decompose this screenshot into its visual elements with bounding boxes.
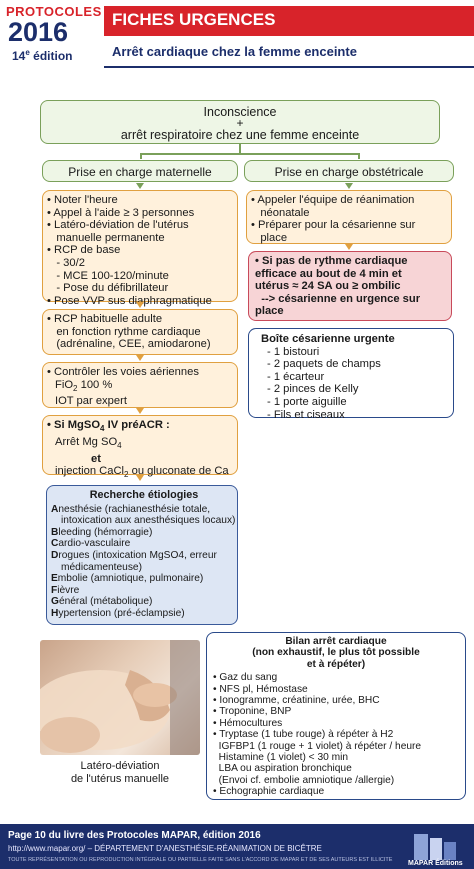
bilan-item: Histamine (1 violet) < 30 min xyxy=(213,752,349,764)
bilan-item: • Tryptase (1 tube rouge) à répéter à H2 xyxy=(213,729,394,741)
caption-line1: Latéro-déviation xyxy=(80,760,160,772)
obstetric-header: Prise en charge obstétricale xyxy=(244,160,454,182)
etiologies-title: Recherche étiologies xyxy=(89,489,199,501)
etiology-letter: B xyxy=(51,526,59,538)
photo-caption xyxy=(50,760,190,786)
bilan-item: IGFBP1 (1 rouge + 1 violet) à répéter / heure xyxy=(213,740,422,752)
arrow-down-icon xyxy=(136,183,144,189)
bilan-item: • Gaz du sang xyxy=(213,672,278,684)
etiology-item xyxy=(51,608,237,620)
arret-mg: Arrêt Mg SO xyxy=(55,435,118,448)
etiology-text: intoxication aux anesthésiques locaux) xyxy=(61,515,236,527)
arrow-down-icon xyxy=(136,302,144,308)
m1-line: - 30/2 xyxy=(47,256,85,269)
o2-line: utérus ≈ 24 SA ou ≥ ombilic xyxy=(255,280,401,293)
etiology-item xyxy=(51,515,237,527)
connector xyxy=(140,153,360,155)
m1-line: • RCP de base xyxy=(47,244,121,257)
maternal-box-4 xyxy=(42,415,238,480)
arrow-down-icon xyxy=(136,475,144,481)
arrow-down-icon xyxy=(345,183,353,189)
o2-line: • Si pas de rythme cardiaque xyxy=(255,255,408,267)
connector xyxy=(140,153,142,159)
mapar-logo-text: MAPAR Éditions xyxy=(408,860,463,867)
m2-line: (adrénaline, CEE, amiodarone) xyxy=(47,338,211,351)
mgso4-rest: IV préACR : xyxy=(104,419,170,431)
caesarean-kit-box xyxy=(248,328,454,421)
bilan-item: • Hémocultures xyxy=(213,717,283,729)
footer-copyright: TOUTE REPRÉSENTATION OU REPRODUCTION INTÉGRALE OU PARTIELLE FAITE SANS L'ACCORD DE MAPAR ET DE SES AUTEURS EST ILLICITE xyxy=(8,857,393,863)
m1-line: • Pose VVP sus diaphragmatique xyxy=(47,294,212,307)
bilan-title3: et à répéter) xyxy=(306,658,366,670)
maternal-box-1 xyxy=(42,190,238,307)
etiology-text: nesthésie (rachianesthésie totale, xyxy=(58,503,211,515)
kit-item: - 2 pinces de Kelly xyxy=(267,383,359,396)
arret-mg-sub: 4 xyxy=(117,441,122,451)
mgso4-title: • Si MgSO xyxy=(47,419,101,431)
m1-line: • Appel à l'aide ≥ 3 personnes xyxy=(47,206,195,219)
uterine-displacement-photo xyxy=(40,640,200,755)
etiology-text: ardio-vasculaire xyxy=(58,538,131,550)
o2-line: efficace au bout de 4 min et xyxy=(255,267,402,280)
top-line1: Inconscience xyxy=(203,105,277,119)
arrow-down-icon xyxy=(136,355,144,361)
m3-line1: • Contrôler les voies aériennes xyxy=(47,366,199,378)
o1-line: • Appeler l'équipe de réanimation xyxy=(251,194,415,206)
bilan-item: • Echographie cardiaque xyxy=(213,786,325,798)
o1-line: place xyxy=(251,231,288,244)
m3-line3: IOT par expert xyxy=(55,395,127,408)
etiology-item xyxy=(51,538,237,550)
bilan-title2: (non exhaustif, le plus tôt possible xyxy=(252,647,420,659)
etiology-text: énéral (métabolique) xyxy=(58,596,153,608)
m2-line: en fonction rythme cardiaque xyxy=(47,325,201,338)
cacl-sub: 2 xyxy=(124,470,129,480)
footer-page-ref: Page 10 du livre des Protocoles MAPAR, édition 2016 xyxy=(8,830,261,841)
etiology-text: rogues (intoxication MgSO4, erreur xyxy=(58,549,217,561)
m1-line: manuelle permanente xyxy=(47,231,165,244)
etiology-item xyxy=(51,527,237,539)
brand-year: 2016 xyxy=(8,17,69,47)
top-box xyxy=(40,100,440,144)
m4-line2 xyxy=(47,436,237,453)
m3-fio2 xyxy=(47,379,237,396)
m2-line: • RCP habituelle adulte xyxy=(47,313,163,325)
edition-number: 14 xyxy=(12,49,26,63)
etiology-item xyxy=(51,585,237,597)
m4-et: et xyxy=(91,452,101,465)
obstetric-box-2 xyxy=(248,251,452,321)
kit-item: - 1 bistouri xyxy=(267,345,320,358)
fio2-value: 100 % xyxy=(77,378,113,391)
page-subtitle: Arrêt cardiaque chez la femme enceinte xyxy=(112,44,357,59)
cacl-label: injection CaCl xyxy=(55,465,125,478)
mgso4-sub: 4 xyxy=(100,424,105,434)
footer-link[interactable]: http://www.mapar.org/ – DÉPARTEMENT D'ANESTHÉSIE-RÉANIMATION DE BICÊTRE xyxy=(8,844,322,853)
arrow-down-icon xyxy=(345,244,353,250)
etiology-text: leeding (hémorragie) xyxy=(58,526,153,538)
bilan-item: (Envoi cf. embolie amniotique /allergie) xyxy=(213,774,395,786)
etiology-text: médicamenteuse) xyxy=(61,561,142,573)
etiology-letter: C xyxy=(51,538,59,550)
etiology-letter: G xyxy=(51,596,59,608)
top-line2: + xyxy=(236,116,244,130)
etiology-text: mbolie (amniotique, pulmonaire) xyxy=(57,573,204,585)
etiology-letter: A xyxy=(51,503,59,515)
arrow-down-icon xyxy=(136,408,144,414)
maternal-box-3 xyxy=(42,362,238,408)
obstetric-box-1 xyxy=(246,190,452,244)
header-rule xyxy=(104,66,474,68)
m1-line: - Pose du défibrillateur xyxy=(47,282,169,295)
etiology-letter: F xyxy=(51,584,58,596)
o1-line: néonatale xyxy=(251,206,310,219)
kit-title: Boîte césarienne urgente xyxy=(261,333,395,345)
o2-line: place xyxy=(255,305,284,318)
fio2-sub: 2 xyxy=(73,383,78,393)
page-title: FICHES URGENCES xyxy=(112,10,276,29)
etiology-item xyxy=(51,596,237,608)
etiology-letter: H xyxy=(51,607,59,619)
etiology-letter: D xyxy=(51,549,59,561)
bilan-box xyxy=(206,632,466,800)
brand-edition xyxy=(12,48,72,63)
bilan-item: • Ionogramme, créatinine, urée, BHC xyxy=(213,695,380,707)
etiology-text: ièvre xyxy=(57,584,80,596)
kit-item: - Fils et ciseaux xyxy=(267,408,345,421)
bilan-item: • Troponine, BNP xyxy=(213,706,292,718)
maternal-box-2 xyxy=(42,309,238,355)
etiology-item xyxy=(51,550,237,562)
cacl-rest: ou gluconate de Ca xyxy=(128,465,229,478)
etiology-letter: E xyxy=(51,573,58,585)
fio2-label: FiO xyxy=(55,378,74,391)
photo-illustration xyxy=(40,640,200,755)
mapar-logo-icon xyxy=(408,832,464,862)
etiologies-box xyxy=(46,485,238,625)
m1-line: • Latéro-déviation de l'utérus xyxy=(47,219,189,232)
bilan-item: • NFS pl, Hémostase xyxy=(213,683,308,695)
edition-word: édition xyxy=(29,49,73,63)
connector xyxy=(358,153,360,159)
bilan-item: LBA ou aspiration bronchique xyxy=(213,763,352,775)
etiology-item xyxy=(51,504,237,516)
kit-item: - 2 paquets de champs xyxy=(267,358,381,371)
etiology-item xyxy=(51,573,237,585)
etiology-item xyxy=(51,562,237,574)
m4-title xyxy=(47,419,237,436)
top-line3: arrêt respiratoire chez une femme enceinte xyxy=(120,128,360,142)
bilan-title1: Bilan arrêt cardiaque xyxy=(285,636,387,647)
kit-item: - 1 porte aiguille xyxy=(267,395,347,408)
brand-protocoles: PROTOCOLES xyxy=(6,4,102,19)
caption-line2: de l'utérus manuelle xyxy=(70,773,170,785)
kit-item: - 1 écarteur xyxy=(267,370,325,383)
m1-line: - MCE 100-120/minute xyxy=(47,269,169,282)
etiology-text: ypertension (pré-éclampsie) xyxy=(58,607,185,619)
o1-line: • Préparer pour la césarienne sur xyxy=(251,219,416,232)
m1-line: • Noter l'heure xyxy=(47,194,118,206)
o2-line: --> césarienne en urgence sur xyxy=(255,292,421,305)
edition-sup: e xyxy=(25,48,30,57)
maternal-header: Prise en charge maternelle xyxy=(42,160,238,182)
